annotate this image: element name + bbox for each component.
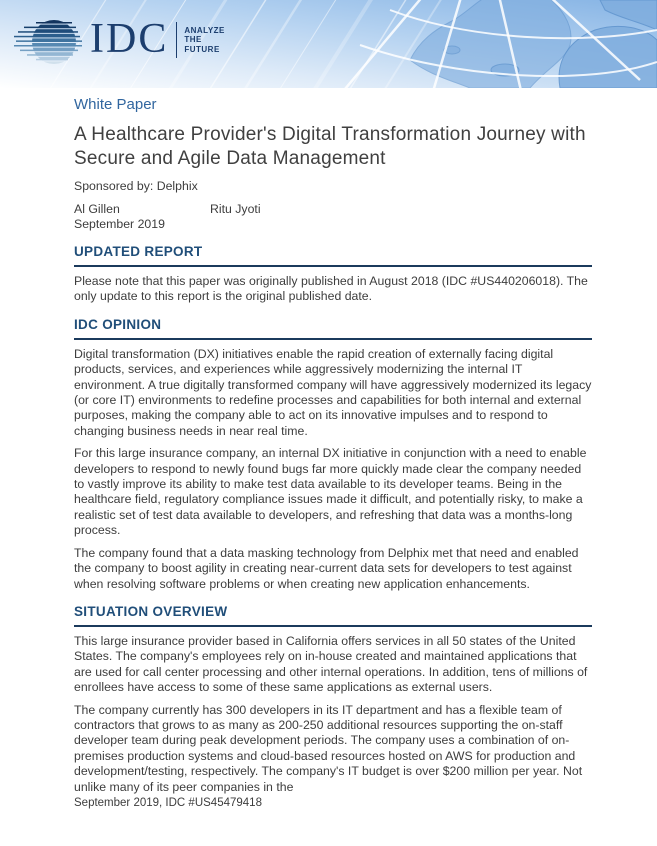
section-situation-overview <box>74 604 592 795</box>
section-heading: UPDATED REPORT <box>74 244 592 267</box>
header-banner <box>0 0 657 88</box>
paragraph: For this large insurance company, an internal DX initiative in conjunction with a need to enable developers to respond to newly found bugs far more quickly made clear the company needed to vastly improve its ability to make test data available to its developer teams. Being in the healthcare field, regulatory compliance issues made it difficult, and potentially risky, to make a realistic set of test data available to developers, and refreshing that data was a months-long process. <box>74 446 587 538</box>
tagline-line: FUTURE <box>184 44 220 54</box>
author-name: Ritu Jyoti <box>210 202 261 216</box>
idc-logo <box>14 11 225 69</box>
doc-type-label: White Paper <box>74 96 157 113</box>
page-title: A Healthcare Provider's Digital Transformation Journey with Secure and Agile Data Management <box>74 124 586 169</box>
page-footer: September 2019, IDC #US45479418 <box>74 797 262 809</box>
document-body <box>0 96 657 795</box>
idc-globe-icon <box>14 11 84 69</box>
tagline-line: ANALYZE <box>184 25 225 35</box>
idc-logo-text: IDC <box>90 16 169 62</box>
idc-tagline <box>184 26 225 55</box>
publication-date: September 2019 <box>74 217 165 231</box>
paragraph: Digital transformation (DX) initiatives enable the rapid creation of externally facing digital products, services, and experiences while aggressively modernizing the internal IT environment. A true digitally transformed company will have aggressively modernized its legacy (or core IT) environments to redefine processes and capabilities for both internal and external purposes, making the company able to act on its innovative impulses and to respond to changing business needs in near real time. <box>74 346 592 438</box>
paragraph: The company found that a data masking technology from Delphix met that need and enabled the company to boost agility in creating near-current data sets for developers to test against when resolving software problems or when creating new application enhancements. <box>74 545 579 591</box>
logo-divider <box>176 22 177 58</box>
paragraph: Please note that this paper was originally published in August 2018 (IDC #US440206018). The only update to this report is the original published date. <box>74 274 588 304</box>
section-heading: IDC OPINION <box>74 317 592 340</box>
section-heading: SITUATION OVERVIEW <box>74 604 592 627</box>
section-idc-opinion <box>74 317 592 592</box>
section-updated-report <box>74 244 592 305</box>
author-name: Al Gillen <box>74 202 120 216</box>
paragraph: The company currently has 300 developers in its IT department and has a flexible team of contractors that grows to as many as 200-250 additional resources supporting the on-staff developer team during peak development periods. The company uses a combination of on-premises production systems and cloud-based resources hosted on AWS for production and development/testing, respectively. The company's IT budget is over $200 million per year. Not unlike many of its peer companies in the <box>74 702 583 794</box>
sponsor-line: Sponsored by: Delphix <box>74 179 198 193</box>
authors-block <box>74 202 592 217</box>
paragraph: This large insurance provider based in California offers services in all 50 states of the United States. The company's employees rely on in-house created and maintained applications that are used for call center processing and other internal operations. In addition, tens of millions of enrollees have access to some of these same applications as external users. <box>74 633 588 695</box>
tagline-line: THE <box>184 35 202 45</box>
